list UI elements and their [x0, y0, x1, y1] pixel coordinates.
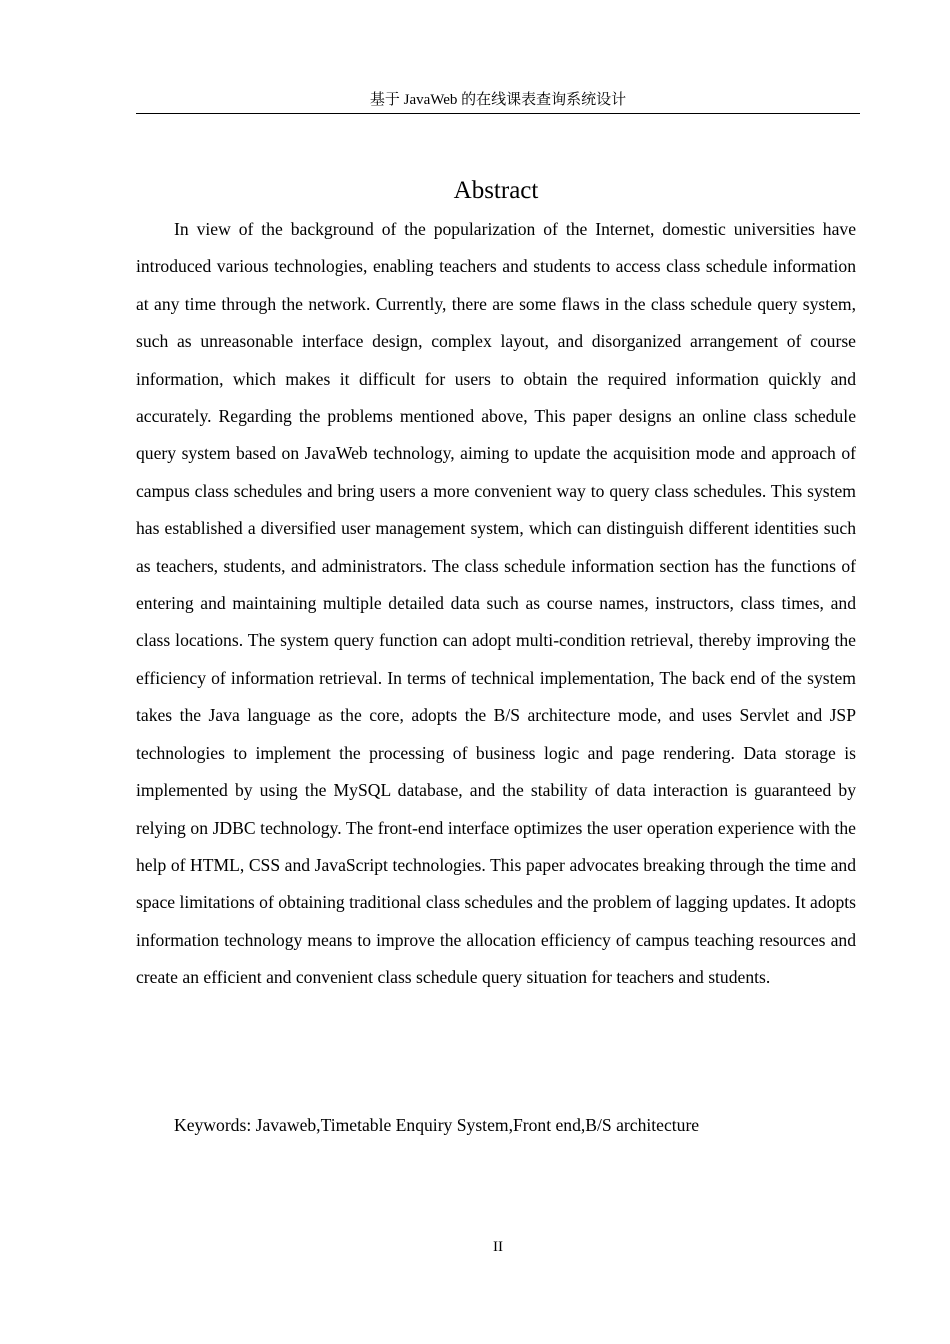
page-number: II [493, 1239, 503, 1255]
keywords-line: Keywords: Javaweb,Timetable Enquiry System,Front end,B/S architecture [174, 1115, 700, 1135]
header-divider [136, 113, 860, 114]
abstract-body: In view of the background of the popularization of the Internet, domestic universities have introduced various technologies, enabling teachers and students to access class schedule information at any time through the network. Currently, there are some flaws in the class schedule query system, such as unreasonable interface design, complex layout, and disorganized arrangement of course information, which makes it difficult for users to obtain the required information quickly and accurately. Regarding the problems mentioned above, This paper designs an online class schedule query system based on JavaWeb technology, aiming to update the acquisition mode and approach of campus class schedules and bring users a more convenient way to query class schedules. This system has established a diversified user management system, which can distinguish different identities such as teachers, students, and administrators. The class schedule information section has the functions of entering and maintaining multiple detailed data such as course names, instructors, class times, and class locations. The system query function can adopt multi-condition retrieval, thereby improving the efficiency of information retrieval. In terms of technical implementation, The back end of the system takes the Java language as the core, adopts the B/S architecture mode, and uses Servlet and JSP technologies to implement the processing of business logic and page rendering. Data storage is implemented by using the MySQL database, and the stability of data interaction is guaranteed by relying on JDBC technology. The front-end interface optimizes the user operation experience with the help of HTML, CSS and JavaScript technologies. This paper advocates breaking through the time and space limitations of obtaining traditional class schedules and the problem of lagging updates. It adopts information technology means to improve the allocation efficiency of campus teaching resources and create an efficient and convenient class schedule query situation for teachers and students. [136, 219, 856, 988]
abstract-title: Abstract [453, 176, 539, 204]
running-header: 基于 JavaWeb 的在线课表查询系统设计 [369, 92, 627, 108]
